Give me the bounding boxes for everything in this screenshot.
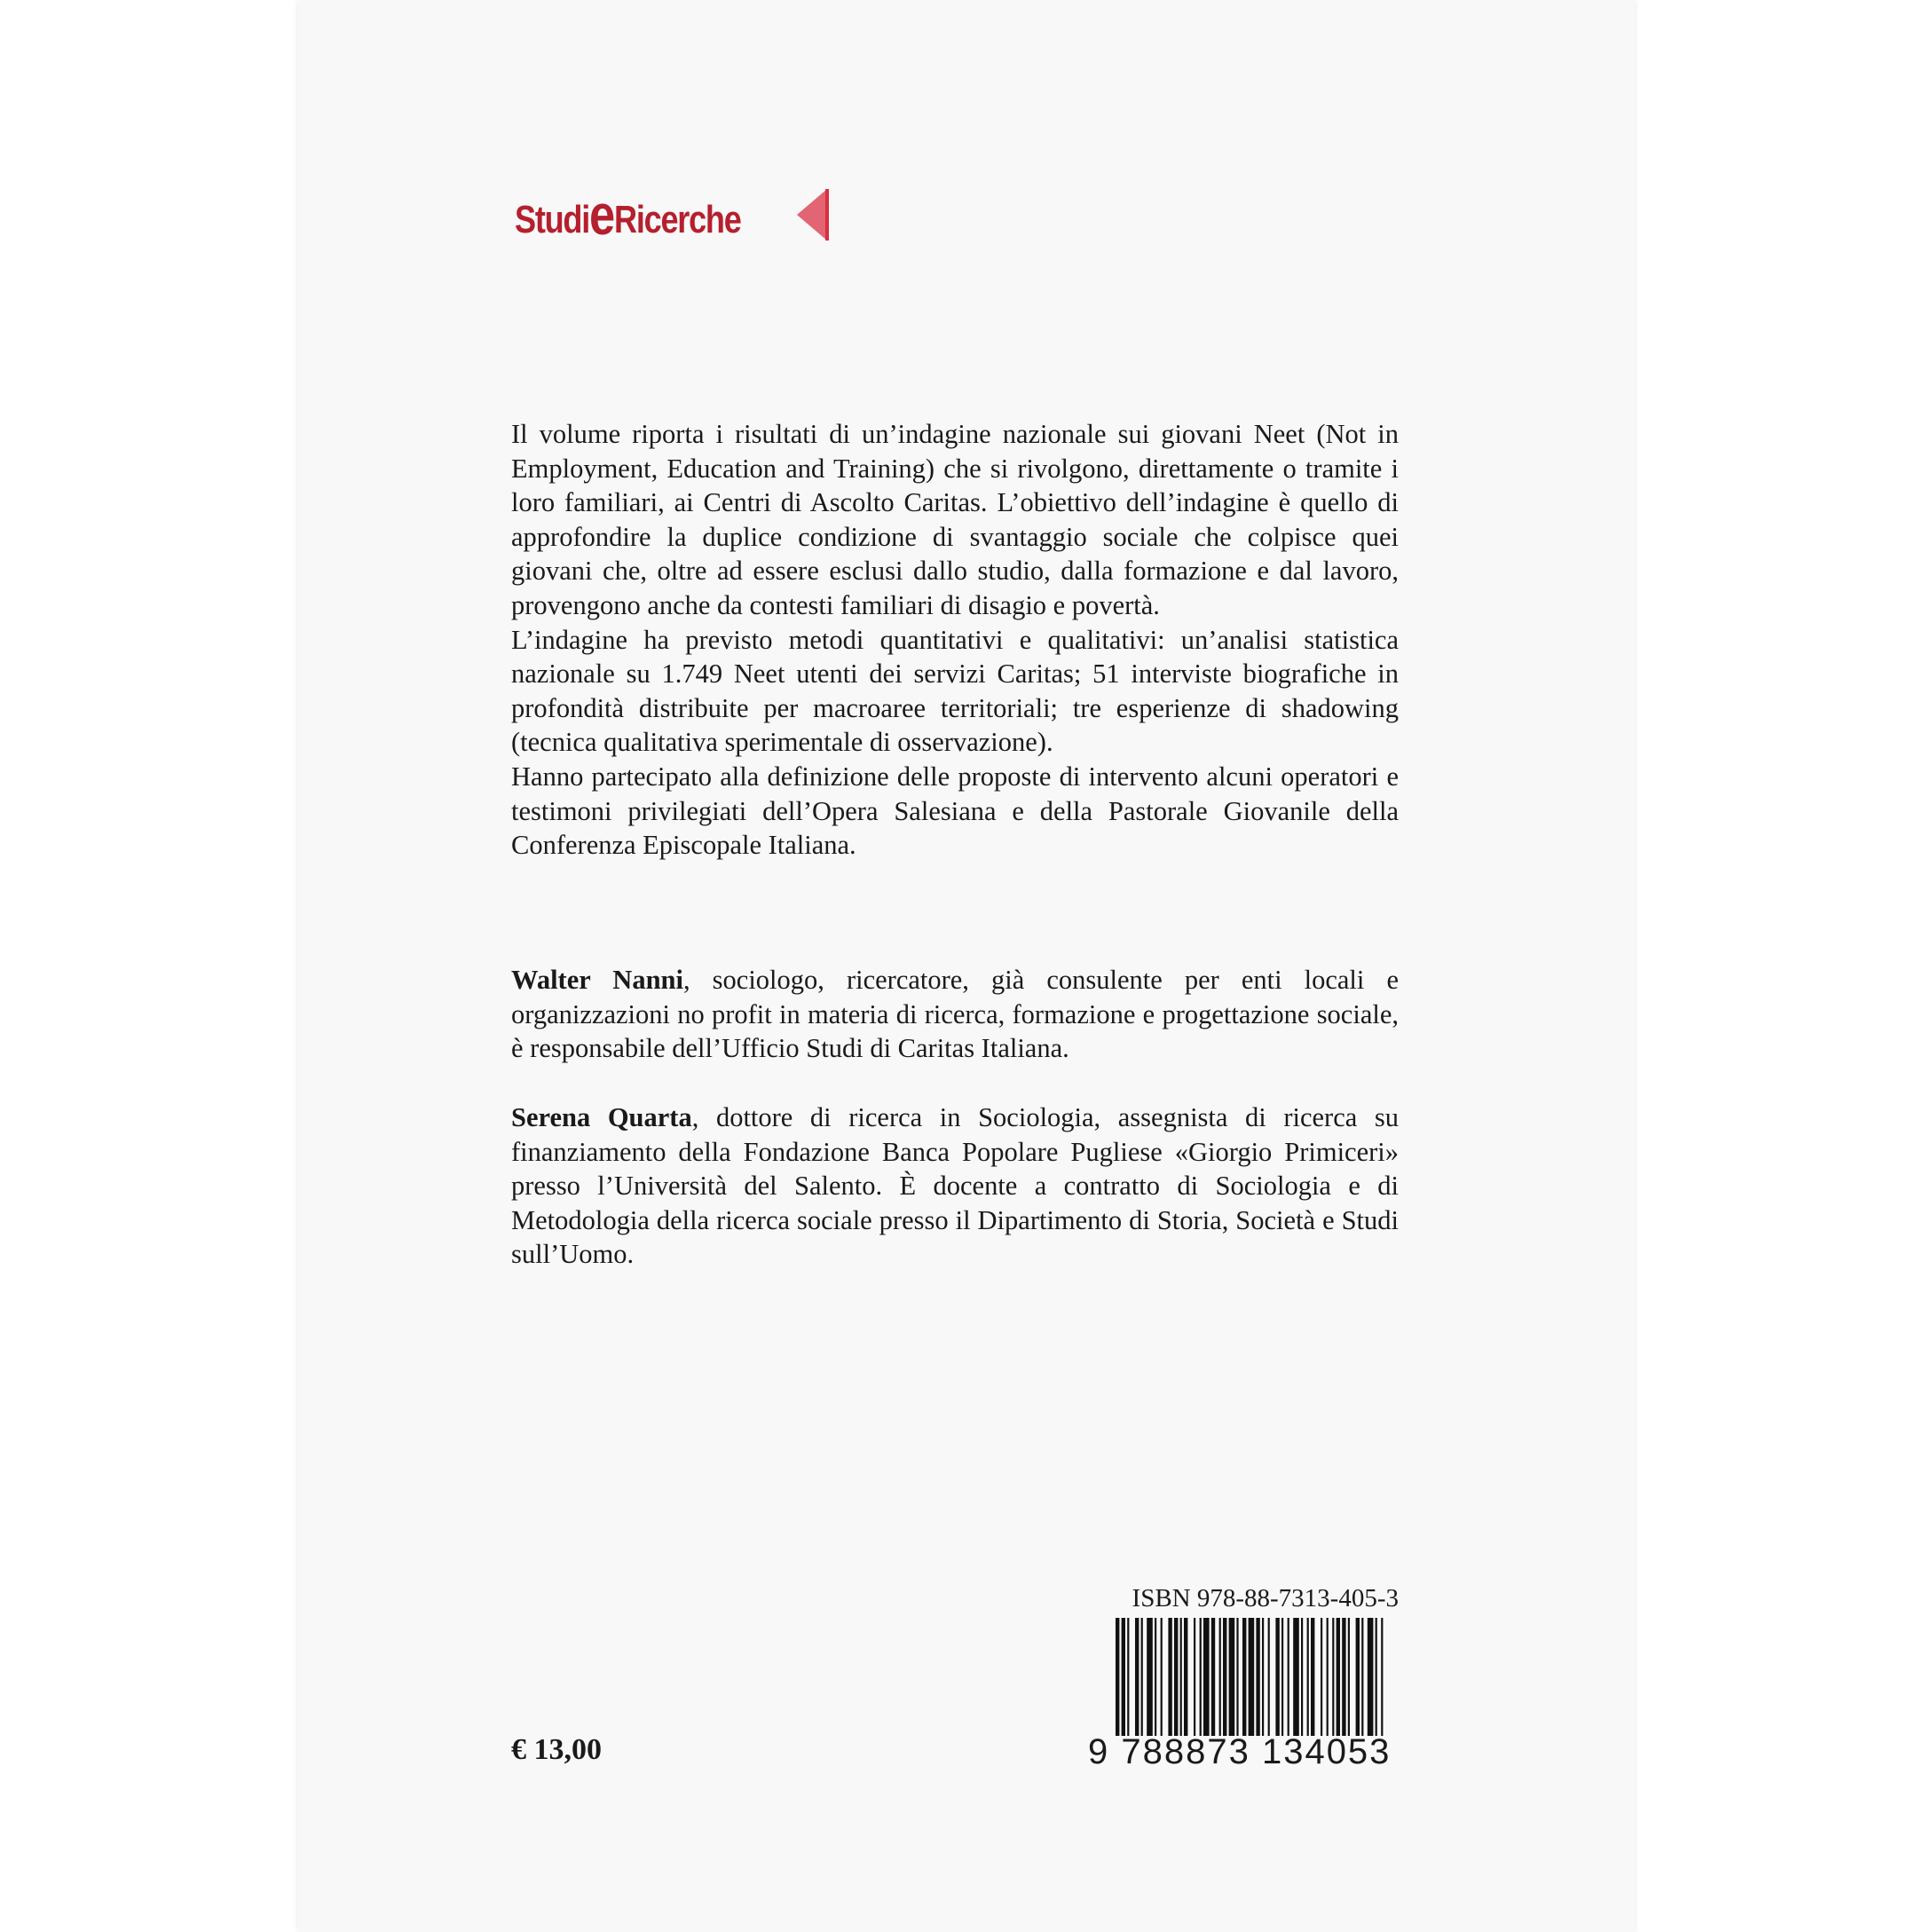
arrow-left-icon [797,189,827,241]
book-description [511,417,1399,863]
series-logo [515,182,790,247]
author-bio [511,963,1399,1066]
logo-bar-icon [825,189,829,241]
author-name: Walter Nanni [511,965,683,995]
author-bio-text: , dottore di ricerca in Sociologia, assegnista di ricerca su finanziamento della Fondazione Banca Popolare Pugliese «Giorgio Primiceri» presso l’Università del Salento. È docente a contratto di Sociologia e di Metodologia della ricerca sociale presso il Dipartimento di Storia, Società e Studi sull’Uomo. [511,1102,1399,1270]
author-bio-text: , sociologo, ricercatore, già consulente per enti locali e organizzazioni no profit in materia di ricerca, formazione e progettazione sociale, è responsabile dell’Ufficio Studi di Caritas Italiana. [511,965,1399,1064]
description-paragraph: Il volume riporta i risultati di un’indagine nazionale sui giovani Neet (Not in Employment, Education and Training) che si rivolgono, direttamente o tramite i loro familiari, ai Centri di Ascolto Caritas. L’obiettivo dell’indagine è quello di approfondire la duplice condizione di svantaggio sociale che colpisce quei giovani che, oltre ad essere esclusi dallo studio, dalla formazione e dal lavoro, provengono anche da contesti familiari di disagio e povertà. [511,419,1399,620]
description-paragraph: Hanno partecipato alla definizione delle proposte di intervento alcuni operatori e testimoni privilegiati dell’Opera Salesiana e della Pastorale Giovanile della Conferenza Episcopale Italiana. [511,761,1399,861]
logo-word-ricerche: Ricerche [613,198,741,241]
author-bio [511,1100,1399,1272]
logo-letter-e: e [589,183,614,247]
author-name: Serena Quarta [511,1102,692,1132]
description-paragraph: L’indagine ha previsto metodi quantitativi e qualitativi: un’analisi statistica nazionale su 1.749 Neet utenti dei servizi Caritas; 51 interviste biografiche in profondità distribuite per macroaree territoriali; tre esperienze di shadowing (tecnica qualitativa sperimentale di osservazione). [511,624,1399,758]
barcode [1116,1618,1388,1736]
logo-word-studi: Studi [515,198,590,241]
price: € 13,00 [511,1733,602,1766]
series-logo-text [515,180,741,246]
book-back-cover [298,0,1635,1932]
isbn-label: ISBN 978-88-7313-405-3 [1132,1584,1399,1613]
barcode-number: 9 788873 134053 [1088,1732,1392,1771]
